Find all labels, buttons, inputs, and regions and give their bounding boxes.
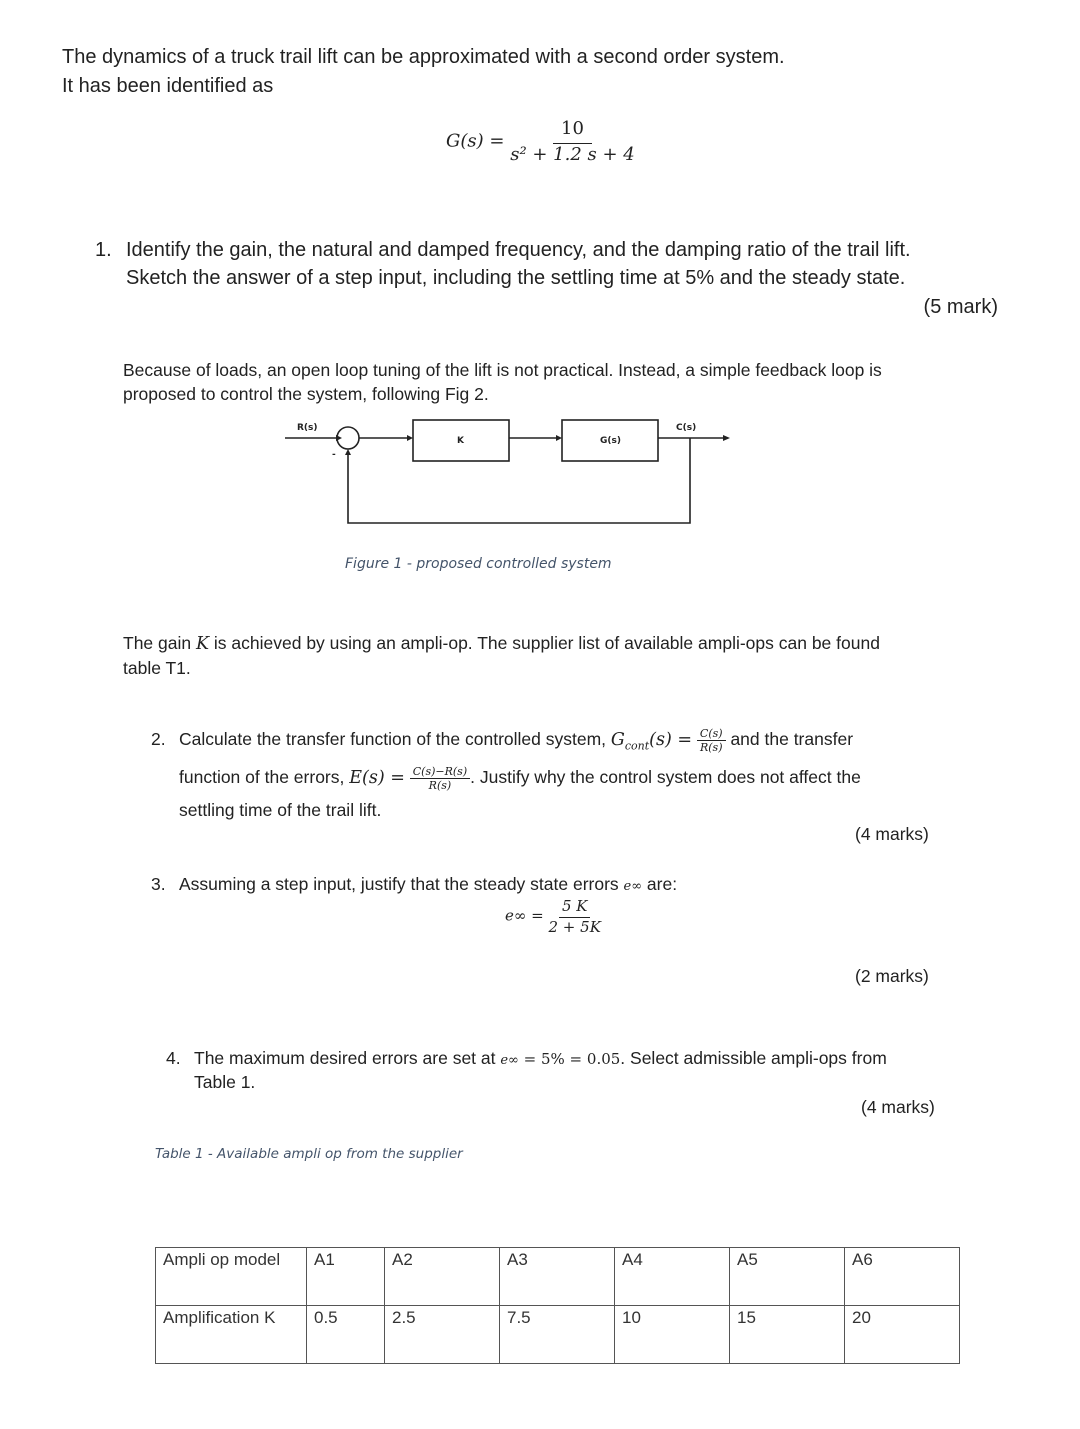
equation-lhs: G(s) = (446, 130, 505, 152)
numerator: C(s) (697, 727, 726, 741)
denominator: s² + 1.2 s + 4 (510, 144, 635, 165)
numerator: 5 K (559, 897, 591, 918)
numerator: 10 (553, 118, 592, 144)
table-cell: A3 (500, 1248, 615, 1306)
q2-line-3: settling time of the trail lift. (179, 800, 382, 820)
q4-line-2: Table 1. (194, 1072, 256, 1092)
text: . Justify why the control system does not affect the (470, 767, 861, 787)
output-label: C(s) (676, 423, 697, 433)
table-cell: 7.5 (500, 1306, 615, 1364)
q3-number: 3. (151, 874, 166, 894)
denominator: R(s) (699, 740, 723, 754)
q4-line-1 (194, 1048, 887, 1069)
para2-line-2: table T1. (123, 658, 191, 678)
text: The maximum desired errors are set at (194, 1048, 501, 1068)
q2-line-1 (179, 722, 853, 764)
subscript: cont (624, 739, 650, 753)
intro-line-1: The dynamics of a truck trail lift can be approximated with a second order system. (62, 46, 785, 68)
lhs: e∞ = (505, 906, 544, 925)
k-symbol: K (195, 634, 210, 654)
equation-fraction (510, 118, 635, 165)
feedback-path (348, 438, 690, 523)
ampli-op-table (155, 1247, 960, 1364)
cont-fraction (697, 727, 726, 754)
denominator: 2 + 5K (548, 918, 601, 936)
q3-marks: (2 marks) (855, 966, 929, 986)
table-caption: Table 1 - Available ampli op from the supplier (155, 1146, 463, 1162)
table-cell: A2 (385, 1248, 500, 1306)
table-cell: 2.5 (385, 1306, 500, 1364)
table-cell: 15 (730, 1306, 845, 1364)
text: . Select admissible ampli-ops from (620, 1048, 887, 1068)
table-cell: Amplification K (156, 1306, 307, 1364)
q1-number: 1. (95, 239, 112, 261)
para1-line-1: Because of loads, an open loop tuning of the lift is not practical. Instead, a simple feedback loop is (123, 360, 882, 380)
text: Assuming a step input, justify that the steady state errors (179, 874, 624, 894)
g-symbol: G (610, 730, 625, 750)
error-fraction (549, 897, 601, 936)
table-cell: A5 (730, 1248, 845, 1306)
q3-line (179, 874, 677, 895)
para2-line-1 (123, 633, 880, 654)
q1-marks: (5 mark) (923, 296, 998, 318)
minus-sign: - (332, 450, 336, 460)
equation: = 5% = 0.05 (518, 1050, 621, 1068)
gain-label: K (457, 436, 464, 446)
q2-line-2 (179, 760, 861, 795)
table-cell: 20 (845, 1306, 960, 1364)
e-symbol: E(s) = (349, 768, 405, 788)
e-inf-symbol: e∞ (500, 1053, 519, 1068)
plant-label: G(s) (600, 436, 621, 446)
q1-line-2: Sketch the answer of a step input, including the settling time at 5% and the steady state. (126, 267, 906, 289)
q2-marks: (4 marks) (855, 824, 929, 844)
text: The gain (123, 633, 196, 653)
intro-line-2: It has been identified as (62, 75, 274, 97)
text: and the transfer (725, 729, 854, 749)
q1-line-1: Identify the gain, the natural and damped frequency, and the damping ratio of the trail lift. (126, 239, 911, 261)
table-cell: A4 (615, 1248, 730, 1306)
table-cell: 0.5 (307, 1306, 385, 1364)
plant-equation (446, 118, 635, 165)
block-diagram (280, 415, 740, 530)
table-row (156, 1306, 960, 1364)
input-label: R(s) (297, 423, 318, 433)
error-fraction (410, 765, 470, 792)
text: Calculate the transfer function of the controlled system, (179, 729, 611, 749)
q4-marks: (4 marks) (861, 1097, 935, 1117)
table-row (156, 1248, 960, 1306)
text: function of the errors, (179, 767, 350, 787)
arg: (s) = (649, 730, 693, 750)
e-inf-symbol: e∞ (623, 879, 643, 894)
table-cell: 10 (615, 1306, 730, 1364)
q4-number: 4. (166, 1048, 181, 1068)
figure-caption: Figure 1 - proposed controlled system (345, 556, 612, 572)
q2-number: 2. (151, 729, 166, 749)
numerator: C(s)−R(s) (410, 765, 470, 779)
text: are: (642, 874, 678, 894)
table-cell: A6 (845, 1248, 960, 1306)
table-cell: Ampli op model (156, 1248, 307, 1306)
para1-line-2: proposed to control the system, following Fig 2. (123, 384, 489, 404)
denominator: R(s) (428, 778, 452, 792)
q3-formula (505, 897, 601, 936)
text: is achieved by using an ampli-op. The supplier list of available ampli-ops can be found (209, 633, 880, 653)
table-cell: A1 (307, 1248, 385, 1306)
